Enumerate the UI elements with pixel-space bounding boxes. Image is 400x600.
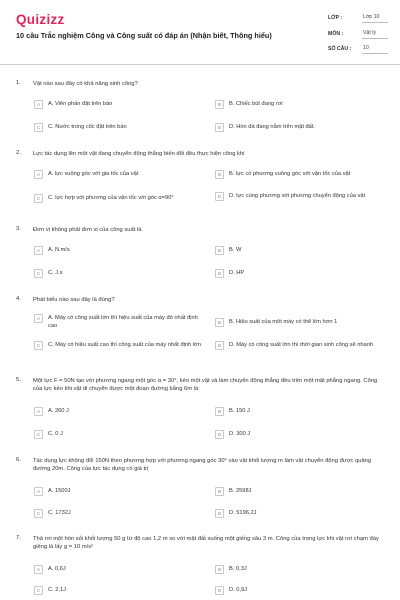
option-text: B. 150 J (229, 408, 250, 414)
option-letter-box: B (215, 170, 224, 179)
option-text: D. 0,9J (229, 587, 248, 593)
option-letter-box: C (34, 123, 43, 132)
option-letter-box: D (215, 341, 224, 350)
document-title: 10 câu Trắc nghiệm Công và Công suất có đáp án (Nhận biết, Thông hiểu) (16, 31, 272, 40)
option-c[interactable] (34, 124, 204, 132)
option-letter-box: B (215, 565, 224, 574)
option-c[interactable] (34, 195, 204, 203)
option-letter-box: A (34, 565, 43, 574)
option-text: C. 2,1J (48, 587, 67, 593)
option-text: C. lực hợp với phương của vận tốc với góc α=90° (48, 195, 174, 201)
option-b[interactable] (215, 319, 385, 327)
quizizz-logo: Quizizz (16, 12, 65, 27)
option-letter-box: D (215, 192, 224, 201)
option-text: A. 1500J (48, 488, 71, 494)
question-number: 3. (16, 226, 21, 232)
option-text: B. W (229, 247, 242, 253)
option-c[interactable] (34, 510, 204, 518)
question-text: Tác dụng lực không đổi 150N theo phương hợp với phương ngang góc 30° vào vật khối lượng m làm vật chuyển động được quãng đường 20m. Công của lực tác dụng có giá trị (33, 458, 372, 473)
option-text: D. lực cùng phương với phương chuyển động của vật (229, 193, 366, 199)
option-letter-box: D (215, 586, 224, 595)
option-b[interactable] (215, 101, 385, 109)
meta-value-subject: Vật lý (362, 29, 388, 39)
option-d[interactable] (215, 510, 385, 518)
option-a[interactable] (34, 566, 204, 574)
option-text: C. Nước trong cốc đặt trên bàn (48, 124, 127, 130)
option-d[interactable] (215, 431, 385, 439)
option-text: A. Viên phấn đặt trên bàn (48, 101, 113, 107)
option-text: D. 300 J (229, 431, 251, 437)
option-letter-box: C (34, 194, 43, 203)
question-number: 7. (16, 535, 21, 541)
option-a[interactable] (34, 408, 204, 416)
option-a[interactable] (34, 247, 204, 255)
option-text: C. 1732J (48, 510, 71, 516)
question-text: Lực tác dụng lên một vật đang chuyển động thẳng biến đổi đều thực hiện công khi (33, 151, 245, 157)
option-b[interactable] (215, 408, 385, 416)
option-b[interactable] (215, 171, 385, 179)
question-text: Đơn vị không phải đơn vị của công suất là (33, 227, 142, 233)
header-divider (0, 64, 400, 65)
option-letter-box: B (215, 407, 224, 416)
option-text: C. J.s (48, 270, 63, 276)
option-d[interactable] (215, 193, 385, 201)
question-number: 6. (16, 457, 21, 463)
metadata-panel (328, 12, 388, 59)
option-text: B. Chiếc bút đang rơi (229, 101, 283, 107)
option-text: D. Hòn đá đang nằm trên mặt đất. (229, 124, 315, 130)
option-text: C. Máy có hiệu suất cao thì công suất của máy nhất định lớn (48, 342, 201, 348)
option-d[interactable] (215, 342, 385, 350)
option-text: D. HP (229, 270, 245, 276)
option-letter-box: B (215, 318, 224, 327)
option-letter-box: D (215, 509, 224, 518)
option-d[interactable] (215, 124, 385, 132)
option-b[interactable] (215, 566, 385, 574)
option-letter-box: A (34, 246, 43, 255)
meta-label-class: LỚP : (328, 15, 343, 21)
meta-row-count (328, 43, 388, 55)
option-text: A. lực vuông góc với gia tốc của vật (48, 171, 139, 177)
option-letter-box: A (34, 170, 43, 179)
option-letter-box: C (34, 341, 43, 350)
option-letter-box: D (215, 430, 224, 439)
option-d[interactable] (215, 587, 385, 595)
option-text: D. 5196,2J (229, 510, 257, 516)
option-text: B. 2598J (229, 488, 252, 494)
option-a[interactable] (34, 315, 204, 330)
option-letter-box: C (34, 586, 43, 595)
option-text: B. lực có phương vuông góc với vận tốc của vật (229, 171, 351, 177)
option-a[interactable] (34, 488, 204, 496)
option-text: B. Hiệu suất của một máy có thể lớn hơn 1 (229, 319, 338, 325)
option-letter-box: C (34, 430, 43, 439)
question-text: Vật nào sau đây có khả năng sinh công? (33, 81, 138, 87)
option-letter-box: C (34, 509, 43, 518)
option-c[interactable] (34, 342, 204, 350)
option-letter-box: A (34, 487, 43, 496)
option-a[interactable] (34, 171, 204, 179)
option-letter-box: C (34, 269, 43, 278)
option-a[interactable] (34, 101, 204, 109)
option-text: A. N.m/s (48, 247, 70, 253)
option-text: A. 0,6J (48, 566, 66, 572)
option-text: C. 0 J (48, 431, 63, 437)
meta-value-count: 10 (362, 44, 388, 54)
option-c[interactable] (34, 431, 204, 439)
option-b[interactable] (215, 247, 385, 255)
option-letter-box: D (215, 269, 224, 278)
option-letter-box: B (215, 246, 224, 255)
option-text: A. Máy có công suất lớn thì hiệu suất của máy đó nhất định cao (48, 315, 198, 329)
question-number: 5. (16, 377, 21, 383)
meta-value-class: Lớp 10 (362, 13, 388, 23)
question-number: 4. (16, 296, 21, 302)
option-text: B. 0,3J (229, 566, 247, 572)
option-letter-box: A (34, 407, 43, 416)
option-text: D. Máy có công suất lớn thì thời gian sinh công sẽ nhanh (229, 342, 374, 348)
meta-label-subject: MÔN : (328, 30, 344, 37)
question-text: Thả rơi một hòn sỏi khối lượng 50 g từ độ cao 1,2 m so với mặt đất xuống một giếng sâu 3 m. Công của trọng lực khi vật rơi chạm đáy giếng là lấy g = 10 m/s² (33, 536, 379, 551)
meta-row-subject (328, 28, 388, 40)
meta-row-class (328, 12, 388, 24)
option-letter-box: A (34, 100, 43, 109)
question-text: Một lực F = 50N tạo với phương ngang một góc α = 30°, kéo một vật và làm chuyển động thẳng đều trên một mặt phẳng ngang. Công của lực kéo khi vật di chuyển được một đoạn đường bằng 6m là: (33, 378, 378, 393)
option-letter-box: A (34, 314, 43, 323)
option-d[interactable] (215, 270, 385, 278)
option-letter-box: D (215, 123, 224, 132)
option-letter-box: B (215, 100, 224, 109)
question-number: 1. (16, 80, 21, 86)
option-b[interactable] (215, 488, 385, 496)
question-number: 2. (16, 150, 21, 156)
question-text: Phát biểu nào sau đây là đúng? (33, 297, 115, 303)
option-c[interactable] (34, 270, 204, 278)
option-text: A. 260 J (48, 408, 69, 414)
option-c[interactable] (34, 587, 204, 595)
option-letter-box: B (215, 487, 224, 496)
meta-label-count: SỐ CÂU : (328, 46, 352, 52)
